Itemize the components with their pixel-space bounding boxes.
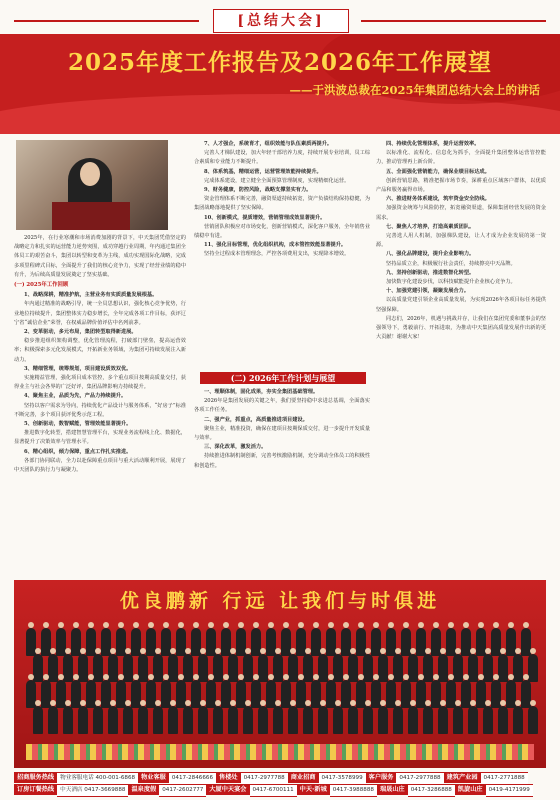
section-tag: [总结大会]: [213, 9, 349, 33]
footer-value: 0417-3578999: [319, 772, 366, 785]
audience-member: [303, 654, 313, 682]
footer-key: 物业客服: [138, 772, 169, 783]
audience-member: [318, 654, 328, 682]
footer-value: 0417-6700111: [250, 784, 297, 797]
item-body: 创新营销思路，精准把握市场节奏，深耕重点区域客户群体，以优质产品和服务赢得市场。: [376, 177, 546, 194]
item-body: 实施精益管理，强化项目成本管控，多个重点项目按期高质量交付，获得业主与社会各界的广泛好评，集团品牌影响力持续提升。: [14, 375, 186, 391]
audience-member: [33, 706, 43, 734]
audience-member: [153, 706, 163, 734]
footer-value: 中天酒店 0417-3669888: [57, 784, 128, 797]
footer-value: 0417-3286888: [408, 784, 455, 797]
audience-member: [258, 706, 268, 734]
audience-member: [438, 654, 448, 682]
item-heading: 七、聚焦人才培养，打造高素质团队。: [386, 223, 475, 230]
audience-member: [288, 654, 298, 682]
audience-member: [453, 654, 463, 682]
audience-member: [123, 706, 133, 734]
footer-value: 0419-4171999: [486, 784, 533, 797]
audience-member: [483, 654, 493, 682]
footer-key: 温泉度假: [128, 784, 159, 795]
audience-member: [528, 654, 538, 682]
audience-member: [273, 654, 283, 682]
audience-member: [48, 654, 58, 682]
audience-member: [423, 706, 433, 734]
audience-member: [303, 706, 313, 734]
item-body: 坚持全过程成本管理理念，严控各项费用支出，实现降本增效。: [204, 251, 350, 258]
audience-member: [318, 706, 328, 734]
audience-member: [393, 654, 403, 682]
item-heading: 1、战略深耕，精准护航，主营业务有实质质量发展根基。: [24, 292, 158, 299]
item-body: 持续推进体制机制创新，完善考核激励机制，充分调动全体员工的积极性和创造性。: [194, 453, 370, 469]
top-rule-right: [361, 20, 546, 22]
item-body: 完善选人用人机制，加强梯队建设，让人才成为企业发展的第一资源。: [376, 233, 546, 249]
footer-key: 瑞晟山庄: [377, 784, 408, 795]
footer-value: 0417-2771888: [481, 772, 528, 785]
audience-member: [183, 706, 193, 734]
footer-key: 售楼处: [216, 772, 241, 783]
col3-list: [376, 140, 546, 315]
footer-row-1: [14, 772, 546, 783]
audience-member: [393, 706, 403, 734]
item-heading: 2、变革驱动，多元布局，集团转型取得新进展。: [24, 329, 137, 336]
audience-member: [348, 654, 358, 682]
item-heading: 五、全面强化营销能力，确保业绩目标达成。: [386, 168, 490, 175]
item-body: 营销团队积极应对市场变化，创新营销模式，深化客户服务，全年销售业绩稳中有进。: [194, 223, 370, 240]
closing-paragraph: 同志们，2026年，机遇与挑战并存，让我们在集团党委和董事会的坚强领导下，勇毅前行、开拓进取，为推动中天集团高质量发展作出新的更大贡献！谢谢大家！: [376, 315, 546, 341]
conference-photo: [14, 580, 546, 768]
headline-banner: [0, 34, 560, 134]
item-body: 2026年是集团发展的关键之年，我们要坚持稳中求进总基调，全面落实各项工作任务。: [194, 398, 370, 414]
item-body: 年内通过精准的战略引导，统一全员思想认识，强化核心竞争优势，行业地位持续提升，集团整体实力稳步增长，全年完成各项工作目标，获评辽宁省“诚信企业”荣誉，在权威品牌价值评估中名列前茅。: [14, 301, 186, 326]
audience-member: [213, 654, 223, 682]
audience-member: [333, 706, 343, 734]
audience-member: [123, 654, 133, 682]
audience-member: [138, 706, 148, 734]
audience-member: [363, 706, 373, 734]
item-heading: 5、创新驱动，数智赋能，管理效能显著提升。: [24, 421, 132, 428]
audience-member: [408, 654, 418, 682]
audience-member: [93, 706, 103, 734]
audience-member: [33, 654, 43, 682]
footer-value: 0417-2977888: [396, 772, 443, 785]
audience-member: [513, 654, 523, 682]
headline: 2025年度工作报告及2026年工作展望: [67, 49, 493, 76]
audience-member: [168, 654, 178, 682]
item-heading: 八、强化品牌建设，提升企业影响力。: [386, 251, 475, 258]
audience-member: [78, 706, 88, 734]
audience-member: [228, 654, 238, 682]
audience-member: [243, 706, 253, 734]
audience-member: [378, 654, 388, 682]
audience-member: [258, 654, 268, 682]
audience-member: [198, 654, 208, 682]
article-column-2: [194, 140, 370, 370]
item-body: 以高质量党建引领企业高质量发展，为实现2026年各项目标任务提供坚强保障。: [376, 297, 546, 313]
item-heading: 六、推进财务体系建设，筑牢资金安全防线。: [386, 196, 490, 203]
footer-value: 0417-2602777: [159, 784, 206, 797]
footer-key: 大厦中天宴会: [206, 784, 249, 795]
top-rule-left: [14, 20, 199, 22]
audience-member: [63, 706, 73, 734]
item-heading: 二、强产业，抓重点，高质量推进项目建设。: [204, 416, 308, 423]
audience-member: [93, 654, 103, 682]
footer-hotlines: [14, 772, 546, 796]
audience-member: [198, 706, 208, 734]
item-heading: 7、人才强企，系统育才，组织效能与队伍素质两提升。: [204, 141, 333, 147]
footer-key: 建筑产业园: [444, 772, 481, 783]
audience-member: [438, 706, 448, 734]
audience-rows: [26, 620, 534, 760]
item-body: 以标准化、流程化、信息化为抓手，全面提升集团整体运营管控能力，推动管理再上新台阶。: [376, 150, 546, 166]
item-heading: 一、理顺体制，固化成果，夯实全集团基础管理。: [204, 389, 319, 395]
audience-member: [453, 706, 463, 734]
audience-member: [108, 654, 118, 682]
item-heading: 3、精细管理，统筹规划，项目建设质效双优。: [24, 365, 132, 372]
footer-key: 招商服务热线: [14, 772, 57, 783]
audience-member: [273, 706, 283, 734]
audience-member: [228, 706, 238, 734]
col2-list: [194, 140, 370, 260]
footer-value: 物业客服电话 400-001-6868: [57, 772, 138, 785]
speaker-photo: [16, 140, 168, 230]
item-heading: 三、深化改革，激发活力。: [204, 444, 267, 451]
audience-member: [108, 706, 118, 734]
item-heading: 四、持续优化管理体系，提升运营效率。: [386, 141, 480, 147]
audience-member: [288, 706, 298, 734]
footer-value: 0417-2977788: [241, 772, 288, 785]
speaker-face: [80, 162, 100, 186]
podium: [52, 202, 130, 230]
footer-row-2: [14, 784, 546, 795]
item-heading: 11、强化目标管理，优化组织机构，成本管控效能显著提升。: [204, 242, 347, 249]
audience-member: [498, 654, 508, 682]
audience-member: [498, 706, 508, 734]
item-body: 稳步推进组织架构调整，优化管理流程，打破部门壁垒，提高运营效率；积极探索多元化发展模式，开拓新业务领域，为集团可持续发展注入新动力。: [14, 338, 186, 363]
footer-key: 订房订餐热线: [14, 784, 57, 795]
audience-member: [63, 654, 73, 682]
col2b-list: [194, 388, 370, 471]
item-body: 聚焦主业，精准投资，确保在建项目按期保质交付，进一步提升开发质量与效率。: [194, 425, 370, 442]
item-body: 坚持以客户需求为导向，持续优化产品设计与服务体系，“好房子”标准不断完善，多个项目获评优秀示范工程。: [14, 402, 186, 418]
stage-banner-text: 优良鹏新 行远 让我们与时俱进: [119, 590, 441, 612]
item-body: 加强资金统筹与风险防控，拓宽融资渠道，保障集团经营发展的资金需求。: [376, 205, 546, 221]
item-body: 加快数字化建设步伐，以科技赋能提升企业核心竞争力。: [386, 279, 516, 286]
footer-value: 0417-3988888: [330, 784, 377, 797]
footer-key: 客户服务: [366, 772, 397, 783]
audience-member: [48, 706, 58, 734]
article-column-1: [14, 234, 186, 578]
article-column-2b: [194, 388, 370, 578]
top-bar: [0, 0, 560, 32]
footer-key: 商业招商: [288, 772, 319, 783]
item-heading: 4、聚焦主业，品质为先，产品力持续提升。: [24, 393, 127, 400]
subheadline: ——于洪波总裁在2025年集团总结大会上的讲话: [289, 83, 540, 97]
item-heading: 9、财务健康，防控风险，战略支撑坚实有力。: [204, 187, 312, 194]
audience-member: [213, 706, 223, 734]
audience-member: [423, 654, 433, 682]
col1-list: [14, 291, 186, 475]
audience-member: [363, 654, 373, 682]
audience-member: [243, 654, 253, 682]
audience-member: [408, 706, 418, 734]
flower-decoration: [26, 744, 534, 760]
item-body: 各部门协同联动，全力以赴保障重点项目与重大活动顺利开展，展现了中天团队的执行力与凝聚力。: [14, 457, 186, 474]
item-heading: 6、精心组织，倾力保障，重点工作扎实推进。: [24, 448, 132, 455]
audience-member: [333, 654, 343, 682]
part2-title: (二) 2026年工作计划与展望: [200, 372, 366, 384]
item-heading: 九、坚持创新驱动，推进数智化转型。: [386, 269, 475, 276]
footer-key: 凯旋山庄: [455, 784, 486, 795]
item-heading: 8、体系筑基，精细运营，运营管理效能持续提升。: [204, 168, 322, 175]
audience-member: [483, 706, 493, 734]
item-body: 完成体系建设，建立健全全面预算管理制度，实现精细化运营。: [204, 177, 350, 184]
audience-member: [513, 706, 523, 734]
audience-member: [468, 654, 478, 682]
footer-value: 0417-2846666: [169, 772, 216, 785]
audience-member: [348, 706, 358, 734]
audience-member: [138, 654, 148, 682]
audience-member: [378, 706, 388, 734]
item-heading: 10、创新模式，提质增效，营销管理成效显著提升。: [204, 214, 326, 221]
footer-key: 中天·新城: [297, 784, 330, 795]
item-body: 坚持品质立企，积极履行社会责任，持续擦亮中天品牌。: [386, 260, 516, 267]
audience-member: [168, 706, 178, 734]
intro-paragraph: 2025年，在行业寒潮和市场消费加剧的背景下，中天集团凭借坚定的战略定力和扎实的运营能力逆势突围，成功穿越行业周期，年内通过集团全体员工的艰苦奋斗，集团以转型和变革为主线，成功实现国际化战略，完成多项里程碑式目标，全面提升了我们的核心竞争力，实现了经营业绩的稳中有升，为后续高质量发展奠定了坚实基础。: [14, 235, 186, 278]
audience-member: [153, 654, 163, 682]
item-body: 资金管理体系不断完善，融资渠道持续拓宽，资产负债结构保持稳健，为集团战略落地提供了坚实保障。: [194, 196, 370, 212]
item-heading: 十、加强党建引领，凝聚发展合力。: [386, 288, 470, 295]
item-body: 完善人才梯队建设，加大年轻干部培养力度，持续开展专业培训，员工综合素质和专业能力不断提升。: [194, 150, 370, 166]
item-body: 推进数字化转型，搭建智慧管理平台，实现业务流程线上化、数据化，显著提升了决策效率与管理水平。: [14, 430, 186, 446]
audience-member: [78, 654, 88, 682]
audience-member: [468, 706, 478, 734]
audience-member: [528, 706, 538, 734]
audience-member: [183, 654, 193, 682]
part1-title: (一) 2025年工作回顾: [14, 282, 69, 289]
